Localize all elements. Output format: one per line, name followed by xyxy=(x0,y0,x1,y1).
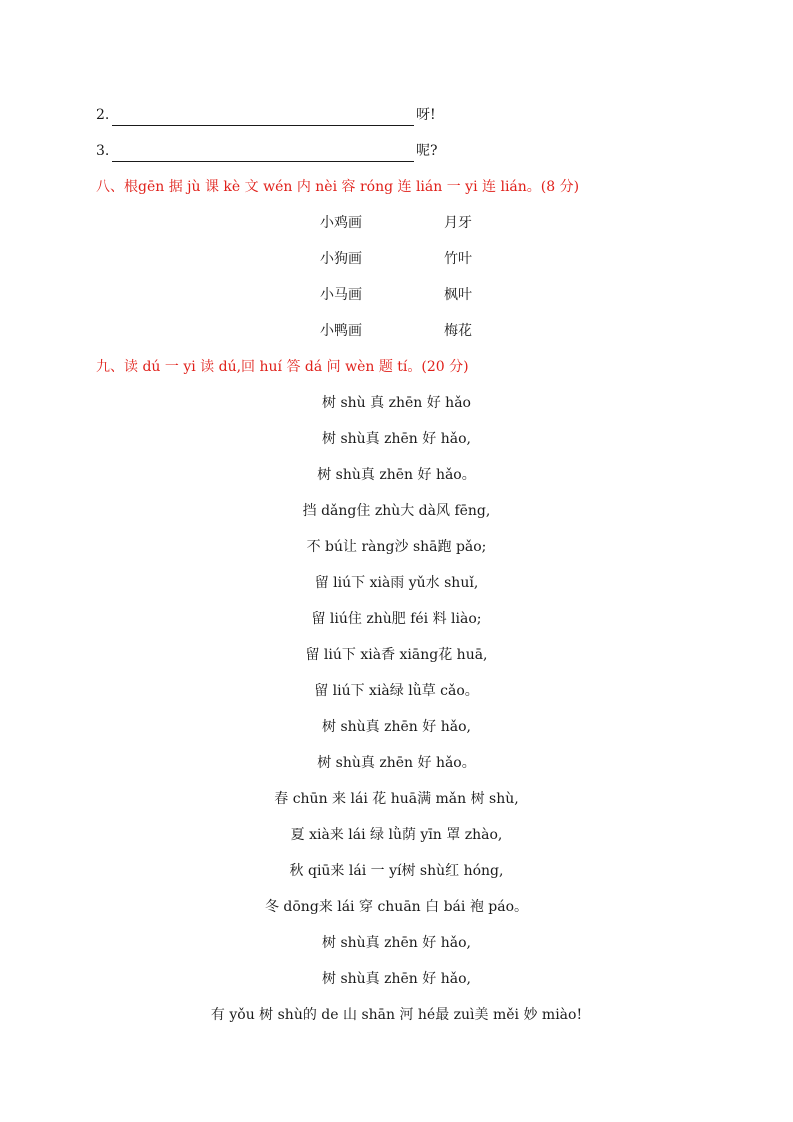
answer-blank[interactable] xyxy=(112,109,414,126)
poem-line: 挡 dǎng住 zhù大 dà风 fēng, xyxy=(302,503,491,519)
poem-line: 树 shù真 zhēn 好 hǎo, xyxy=(322,971,471,987)
poem-line: 树 shù真 zhēn 好 hǎo, xyxy=(322,719,471,735)
answer-blank[interactable] xyxy=(112,145,414,162)
match-right-item[interactable]: 梅花 xyxy=(444,323,472,339)
item-number: 3. xyxy=(96,143,110,159)
poem-line: 留 liú住 zhù肥 féi 料 liào; xyxy=(311,611,482,627)
poem-line: 树 shù真 zhēn 好 hǎo, xyxy=(322,935,471,951)
match-pair xyxy=(0,284,793,306)
item-number: 2. xyxy=(96,107,110,123)
poem-line: 秋 qiū来 lái 一 yí树 shù红 hóng, xyxy=(289,863,504,879)
poem-line: 冬 dōng来 lái 穿 chuān 白 bái 袍 páo。 xyxy=(264,899,529,915)
match-pair xyxy=(0,248,793,270)
poem-line: 树 shù 真 zhēn 好 hǎo xyxy=(322,395,471,411)
match-right-item[interactable]: 枫叶 xyxy=(444,287,472,303)
poem-line: 春 chūn 来 lái 花 huā满 mǎn 树 shù, xyxy=(274,791,519,807)
poem-line: 夏 xià来 lái 绿 lǜ荫 yīn 罩 zhào, xyxy=(290,827,503,843)
poem-line: 树 shù真 zhēn 好 hǎo, xyxy=(322,431,471,447)
match-left-item[interactable]: 小鸭画 xyxy=(320,323,362,339)
poem-line: 有 yǒu 树 shù的 de 山 shān 河 hé最 zuì美 měi 妙 miào! xyxy=(210,1007,583,1023)
fill-in-item-2 xyxy=(96,104,436,126)
match-pair xyxy=(0,320,793,342)
section-8-heading: 八、根gēn 据 jù 课 kè 文 wén 内 nèi 容 róng 连 lián 一 yi 连 lián。(8 分) xyxy=(96,179,580,195)
poem-line: 树 shù真 zhēn 好 hǎo。 xyxy=(317,755,476,771)
match-right-item[interactable]: 月牙 xyxy=(444,215,472,231)
item-ending: 呢? xyxy=(416,143,438,159)
match-right-item[interactable]: 竹叶 xyxy=(444,251,472,267)
match-left-item[interactable]: 小狗画 xyxy=(320,251,362,267)
section-9-heading: 九、读 dú 一 yi 读 dú,回 huí 答 dá 问 wèn 题 tí。(20 分) xyxy=(96,359,469,375)
poem-line: 留 liú下 xià雨 yǔ水 shuǐ, xyxy=(314,575,479,591)
match-left-item[interactable]: 小鸡画 xyxy=(320,215,362,231)
poem-line: 不 bú让 ràng沙 shā跑 pǎo; xyxy=(306,539,487,555)
poem-line: 留 liú下 xià绿 lǜ草 cǎo。 xyxy=(314,683,479,699)
poem-line: 留 liú下 xià香 xiāng花 huā, xyxy=(305,647,488,663)
poem-line: 树 shù真 zhēn 好 hǎo。 xyxy=(317,467,476,483)
fill-in-item-3 xyxy=(96,140,438,162)
item-ending: 呀! xyxy=(416,107,436,123)
match-pair xyxy=(0,212,793,234)
match-left-item[interactable]: 小马画 xyxy=(320,287,362,303)
